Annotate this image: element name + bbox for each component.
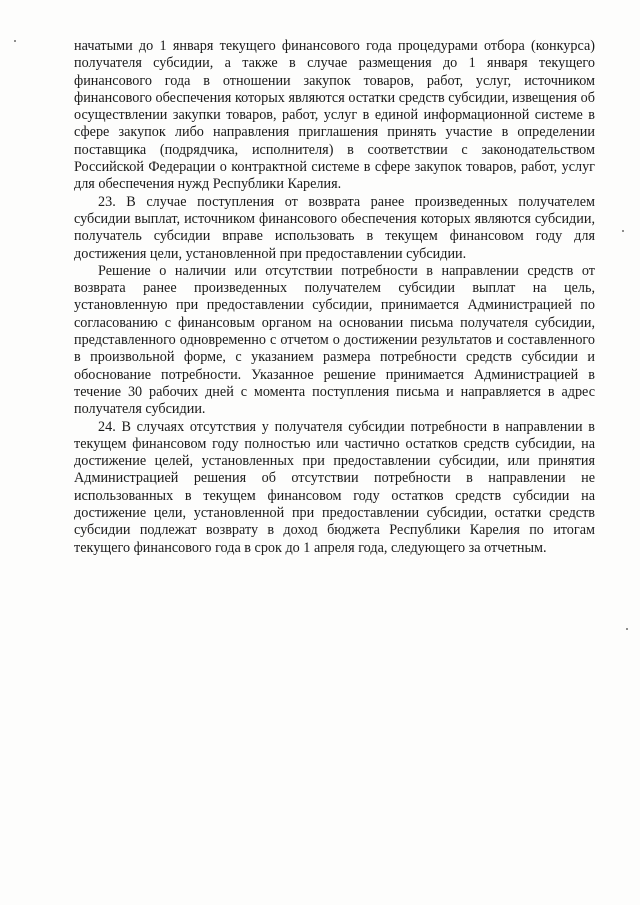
paragraph-clause-24: 24. В случаях отсутствия у получателя субсидии потребности в направлении в текущем финансовом году полностью или частично остатков средств субсидии, на достижение целей, установленных при предоставлении субсидии, или принятия Администрацией решения об отсутствии потребности в направлении не использованных в текущем финансовом году остатков средств субсидии на достижение цели, установленной при предоставлении субсидии, остатки средств субсидии подлежат возврату в доход бюджета Республики Карелия по итогам текущего финансового года в срок до 1 апреля года, следующего за отчетным.	[74, 418, 595, 556]
paragraph-continuation: начатыми до 1 января текущего финансового года процедурами отбора (конкурса) получателя субсидии, а также в случае размещения до 1 января текущего финансового года в отношении закупок товаров, работ, услуг, источником финансового обеспечения которых являются остатки средств субсидии, извещения об осуществлении закупки товаров, работ, услуг в единой информационной системе в сфере закупок либо направления приглашения принять участие в определении поставщика (подрядчика, исполнителя) в соответствии с законодательством Российской Федерации о контрактной системе в сфере закупок товаров, работ, услуг для обеспечения нужд Республики Карелия.	[74, 38, 595, 193]
document-body	[74, 38, 595, 557]
scan-speck	[14, 40, 16, 42]
paragraph-decision: Решение о наличии или отсутствии потребности в направлении средств от возврата ранее произведенных получателем субсидии выплат на цель, установленную при предоставлении субсидии, принимается Администрацией по согласованию с финансовым органом на основании письма получателя субсидии, представленного одновременно с отчетом о достижении результатов и составленного в произвольной форме, с указанием размера потребности средств субсидии и обоснование потребности. Указанное решение принимается Администрацией в течение 30 рабочих дней с момента поступления письма и направляется в адрес получателя субсидии.	[74, 262, 595, 418]
scan-speck	[626, 628, 628, 630]
paragraph-clause-23: 23. В случае поступления от возврата ранее произведенных получателем субсидии выплат, источником финансового обеспечения которых являются субсидии, получатель субсидии вправе использовать в текущем финансовом году для достижения цели, установленной при предоставлении субсидии.	[74, 193, 595, 262]
scan-speck	[622, 230, 624, 232]
